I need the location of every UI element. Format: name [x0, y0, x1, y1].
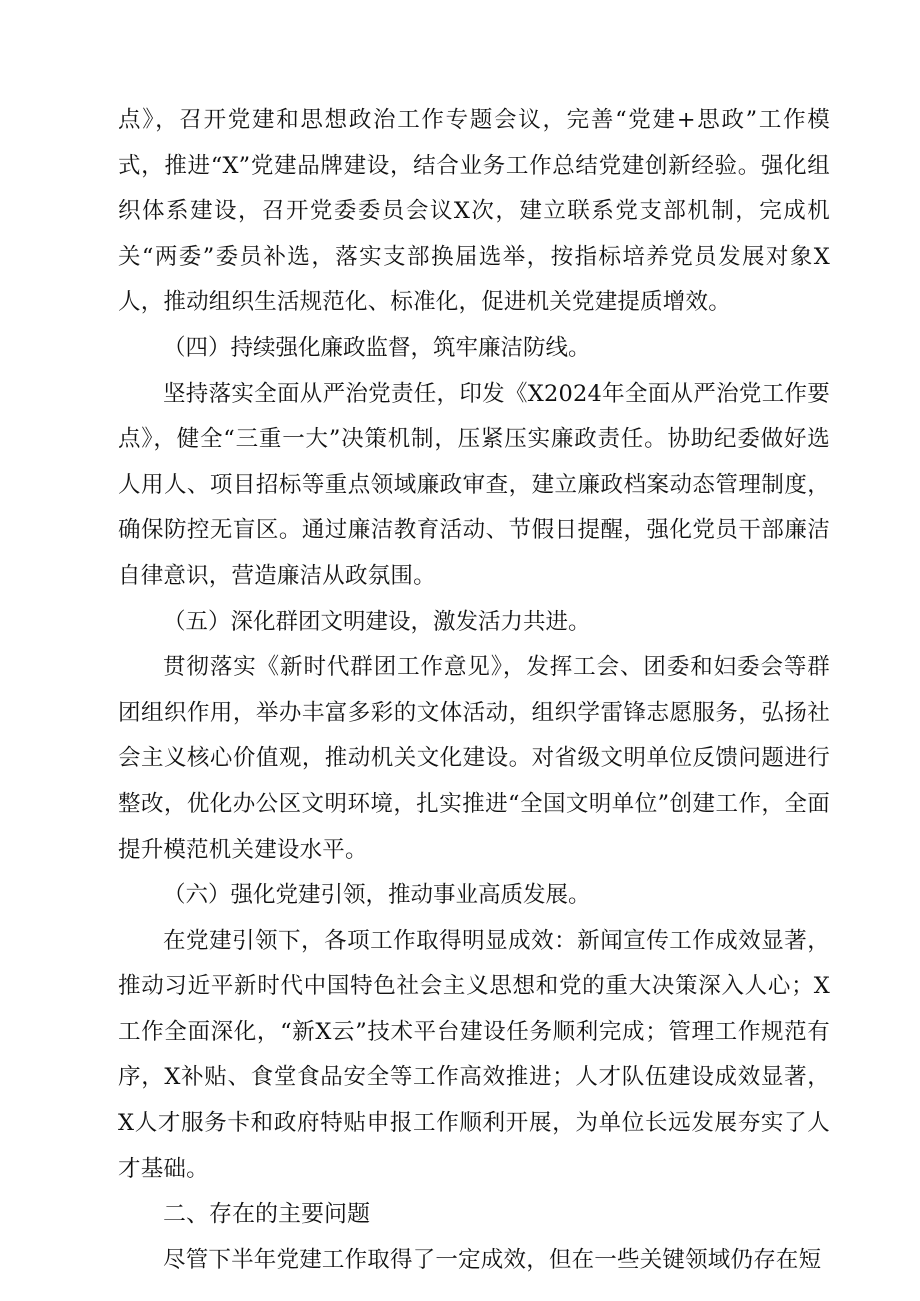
subheading-4: （四）持续强化廉政监督，筑牢廉洁防线。	[163, 334, 591, 361]
section-heading-problems: 二、存在的主要问题	[163, 1201, 370, 1228]
document-body	[118, 98, 830, 1283]
subheading-5: （五）深化群团文明建设，激发活力共进。	[163, 608, 591, 635]
paragraph-results: 在党建引领下，各项工作取得明显成效：新闻宣传工作成效显著，推动习近平新时代中国特色社会主义思想和党的重大决策深入人心；X工作全面深化，“新X云”技术平台建设任务顺利完成；管理工作规范有序，X补贴、食堂食品安全等工作高效推进；人才队伍建设成效显著，X人才服务卡和政府特贴申报工作顺利开展，为单位长远发展夯实了人才基础。	[118, 927, 830, 1182]
paragraph-integrity: 坚持落实全面从严治党责任，印发《X2024年全面从严治党工作要点》，健全“三重一大”决策机制，压紧压实廉政责任。协助纪委做好选人用人、项目招标等重点领域廉政审查，建立廉政档案动态管理制度，确保防控无盲区。通过廉洁教育活动、节假日提醒，强化党员干部廉洁自律意识，营造廉洁从政氛围。	[118, 380, 830, 589]
paragraph-party-building: 点》，召开党建和思想政治工作专题会议，完善“党建+思政”工作模式，推进“X”党建品牌建设，结合业务工作总结党建创新经验。强化组织体系建设，召开党委委员会议X次，建立联系党支部机制，完成机关“两委”委员补选，落实支部换届选举，按指标培养党员发展对象X人，推动组织生活规范化、标准化，促进机关党建提质增效。	[118, 107, 830, 316]
paragraph-mass-organizations: 贯彻落实《新时代群团工作意见》，发挥工会、团委和妇委会等群团组织作用，举办丰富多彩的文体活动，组织学雷锋志愿服务，弘扬社会主义核心价值观，推动机关文化建设。对省级文明单位反馈问题进行整改，优化办公区文明环境，扎实推进“全国文明单位”创建工作，全面提升模范机关建设水平。	[118, 654, 830, 863]
subheading-6: （六）强化党建引领，推动事业高质发展。	[163, 882, 591, 909]
paragraph-problems-intro: 尽管下半年党建工作取得了一定成效，但在一些关键领域仍存在短	[163, 1246, 822, 1273]
